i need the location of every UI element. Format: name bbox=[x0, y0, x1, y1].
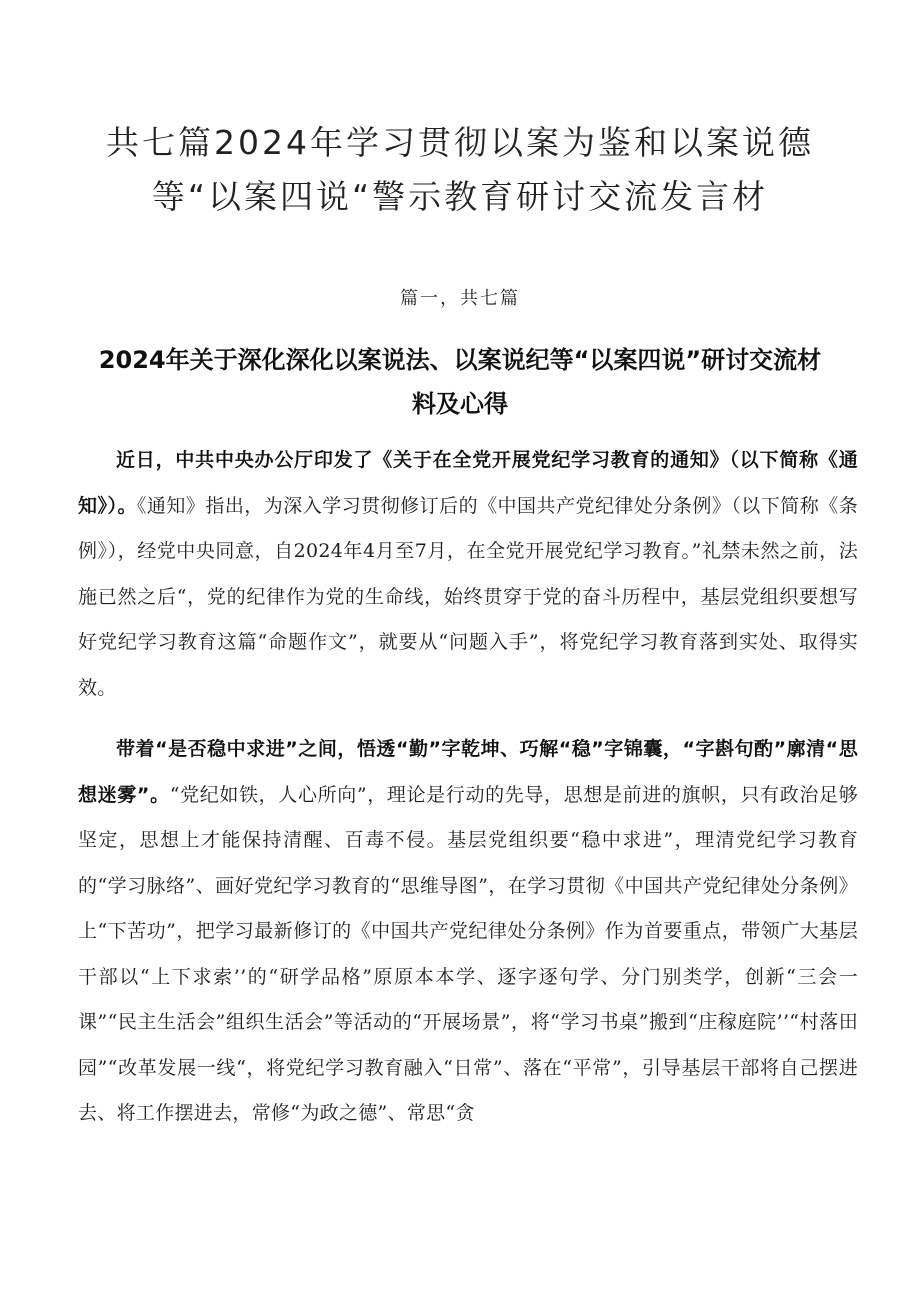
article-body bbox=[78, 438, 858, 1153]
paragraph-1 bbox=[78, 438, 858, 711]
article-title: 2024年关于深化深化以案说法、以案说纪等“以案四说”研讨交流材料及心得 bbox=[98, 346, 822, 418]
paragraph-lead: 带着“是否稳中求进”之间，悟透“勤”字乾坤、巧解“稳”字锦囊，“字斟句酌”廓清“思想迷雾”。 bbox=[78, 738, 858, 806]
paragraph-text: “党纪如铁，人心所向”，理论是行动的先导，思想是前进的旗帜，只有政治足够坚定，思想上才能保持清醒、百毒不侵。基层党组织要“稳中求进”，理清党纪学习教育的“学习脉络”、画好党纪学习教育的“思维导图”，在学习贯彻《中国共产党纪律处分条例》上“下苦功”，把学习最新修订的《中国共产党纪律处分条例》作为首要重点，带领广大基层干部以“上下求索’’的“研学品格”原原本本学、逐字逐句学、分门别类学，创新“三会一课”“民主生活会”组织生活会”等活动的“开展场景”，将“学习书桌”搬到“庄稼庭院’’“村落田园”“改革发展一线“，将党纪学习教育融入“日常”、落在“平常”，引导基层干部将自己摆进去、将工作摆进去，常修“为政之德”、常思“贪 bbox=[78, 783, 858, 1124]
paragraph-text: 《通知》指出，为深入学习贯彻修订后的《中国共产党纪律处分条例》（以下简称《条例》），经党中央同意，自2024年4月至7月，在全党开展党纪学习教育。”礼禁未然之前，法施已然之后“，党的纪律作为党的生命线，始终贯穿于党的奋斗历程中，基层党组织要想写好党纪学习教育这篇“命题作文”，就要从“问题入手”，将党纪学习教育落到实处、取得实效。 bbox=[78, 494, 858, 699]
document-title: 共七篇2024年学习贯彻以案为鉴和以案说德等“以案四说“警示教育研讨交流发言材 bbox=[106, 123, 814, 216]
section-label: 篇一，共七篇 bbox=[400, 288, 520, 309]
paragraph-lead: 近日，中共中央办公厅印发了《关于在全党开展党纪学习教育的通知》（以下简称《通知》）。 bbox=[78, 449, 858, 517]
paragraph-2 bbox=[78, 727, 858, 1137]
